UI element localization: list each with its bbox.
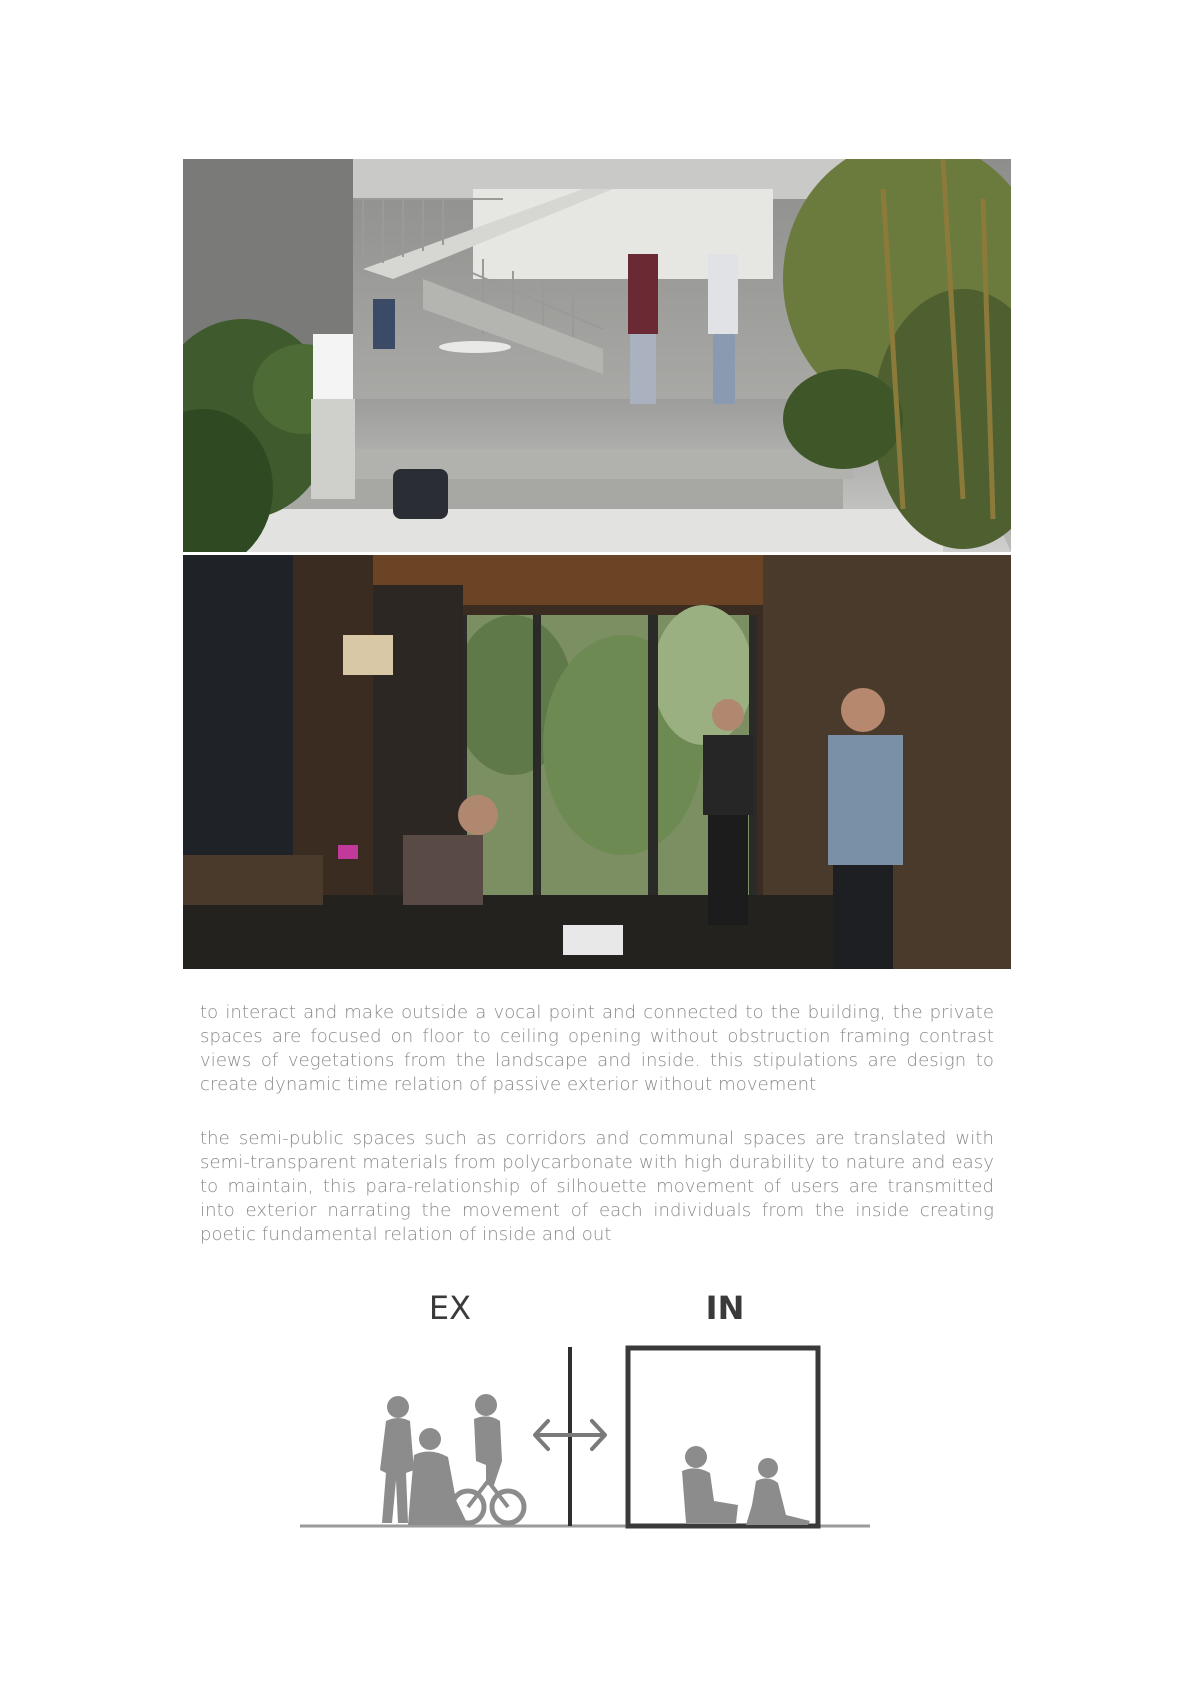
label-exterior: EX [428, 1289, 472, 1327]
seated-people-silhouette-icon [682, 1446, 810, 1525]
paragraph-private-spaces: to interact and make outside a vocal point and connected to the building, the private spaces are focused on floor to ceiling opening without obstruction framing contrast views of vegetations from the landscape and inside. this stipulations are design to create dynamic time relation of passive exterior without movement [200, 1002, 994, 1095]
interior-render [183, 555, 1011, 969]
interior-box [628, 1348, 818, 1526]
label-interior: IN [705, 1289, 745, 1327]
ex-in-diagram [290, 1285, 880, 1535]
courtyard-render [183, 159, 1011, 552]
paragraph-semi-public-spaces: the semi-public spaces such as corridors and communal spaces are translated with semi-transparent materials from polycarbonate with high durability to nature and easy to maintain, this para-relationship of silhouette movement of users are transmitted into exterior narrating the movement of each individuals from the inside creating poetic fundamental relation of inside and out [200, 1128, 994, 1245]
people-silhouette-icon [380, 1394, 524, 1525]
